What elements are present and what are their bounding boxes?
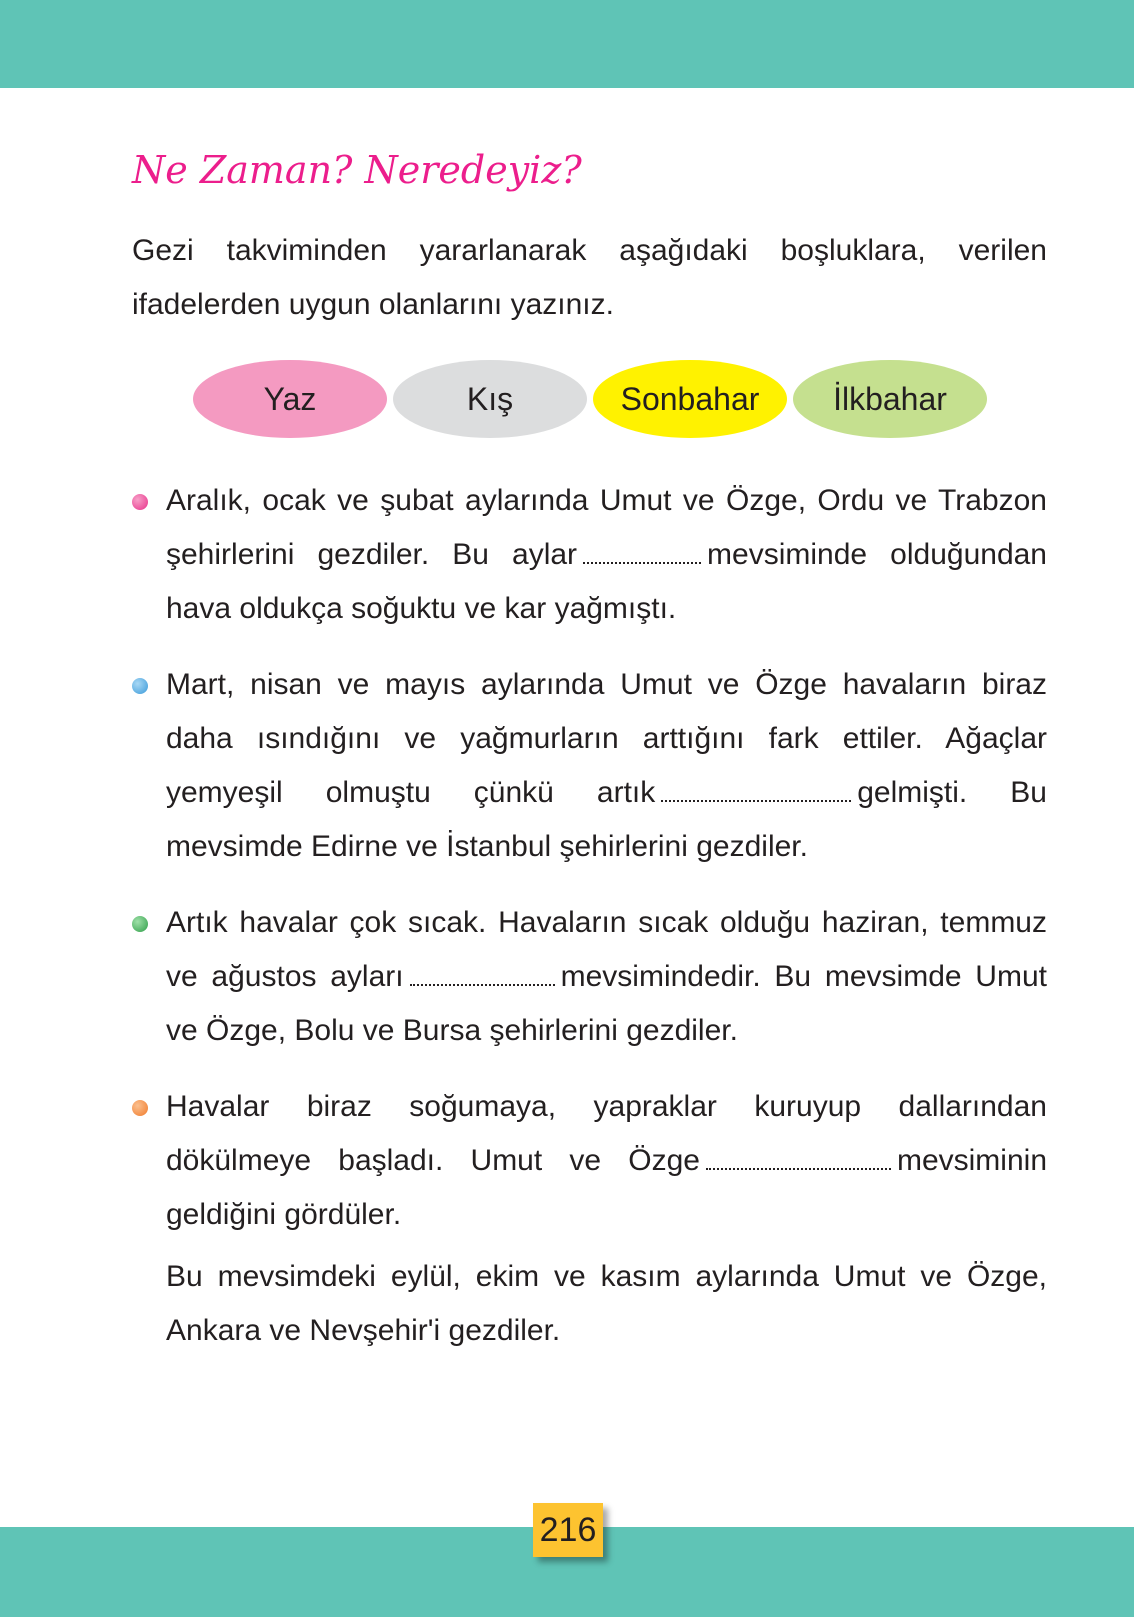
item-text: mevsiminin geldiğini gördüler. bbox=[166, 1144, 1047, 1231]
bullet-icon bbox=[132, 1100, 148, 1116]
item-text: Havalar biraz soğumaya, yapraklar kuruyup dallarından dökülmeye başladı. Umut ve Özge bbox=[166, 1090, 1047, 1177]
page-number: 216 bbox=[533, 1503, 603, 1557]
answer-blank[interactable] bbox=[661, 800, 851, 802]
season-options bbox=[193, 360, 1047, 438]
answer-blank[interactable] bbox=[706, 1168, 891, 1170]
exercise-item-3 bbox=[166, 896, 1047, 1058]
page-title: Ne Zaman? Neredeyiz? bbox=[132, 148, 582, 192]
item-text: Mart, nisan ve mayıs aylarında Umut ve Özge havaların biraz daha ısındığını ve yağmurların arttığını fark ettiler. Ağaçlar yemyeşil olmuştu çünkü artık bbox=[166, 668, 1047, 809]
item-text: mevsimindedir. Bu mevsimde Umut ve Özge, Bolu ve Bursa şehirlerini gezdiler. bbox=[166, 960, 1047, 1047]
item-text: mevsiminde olduğundan hava oldukça soğuktu ve kar yağmıştı. bbox=[166, 538, 1047, 625]
item-text: gelmişti. Bu mevsimde Edirne ve İstanbul şehirlerini gezdiler. bbox=[166, 776, 1047, 863]
answer-blank[interactable] bbox=[410, 984, 555, 986]
top-banner bbox=[0, 0, 1134, 88]
item-text: Aralık, ocak ve şubat aylarında Umut ve Özge, Ordu ve Trabzon şehirlerini gezdiler. Bu aylar bbox=[166, 484, 1047, 571]
item-extra-text: Bu mevsimdeki eylül, ekim ve kasım aylarında Umut ve Özge, Ankara ve Nevşehir'i gezdiler. bbox=[166, 1260, 1047, 1347]
bullet-icon bbox=[132, 494, 148, 510]
exercise-item-1 bbox=[166, 474, 1047, 636]
exercise-item-2 bbox=[166, 658, 1047, 874]
instruction-text: Gezi takviminden yararlanarak aşağıdaki boşluklara, verilen ifadelerden uygun olanlarını yazınız. bbox=[132, 234, 1047, 321]
option-ilkbahar: İlkbahar bbox=[793, 360, 987, 438]
option-yaz: Yaz bbox=[193, 360, 387, 438]
item-text: Artık havalar çok sıcak. Havaların sıcak olduğu haziran, temmuz ve ağustos ayları bbox=[166, 906, 1047, 993]
answer-blank[interactable] bbox=[583, 562, 701, 564]
page-content bbox=[132, 140, 1047, 1380]
option-kis: Kış bbox=[393, 360, 587, 438]
option-sonbahar: Sonbahar bbox=[593, 360, 787, 438]
exercise-item-4 bbox=[166, 1080, 1047, 1358]
bullet-icon bbox=[132, 916, 148, 932]
bullet-icon bbox=[132, 678, 148, 694]
